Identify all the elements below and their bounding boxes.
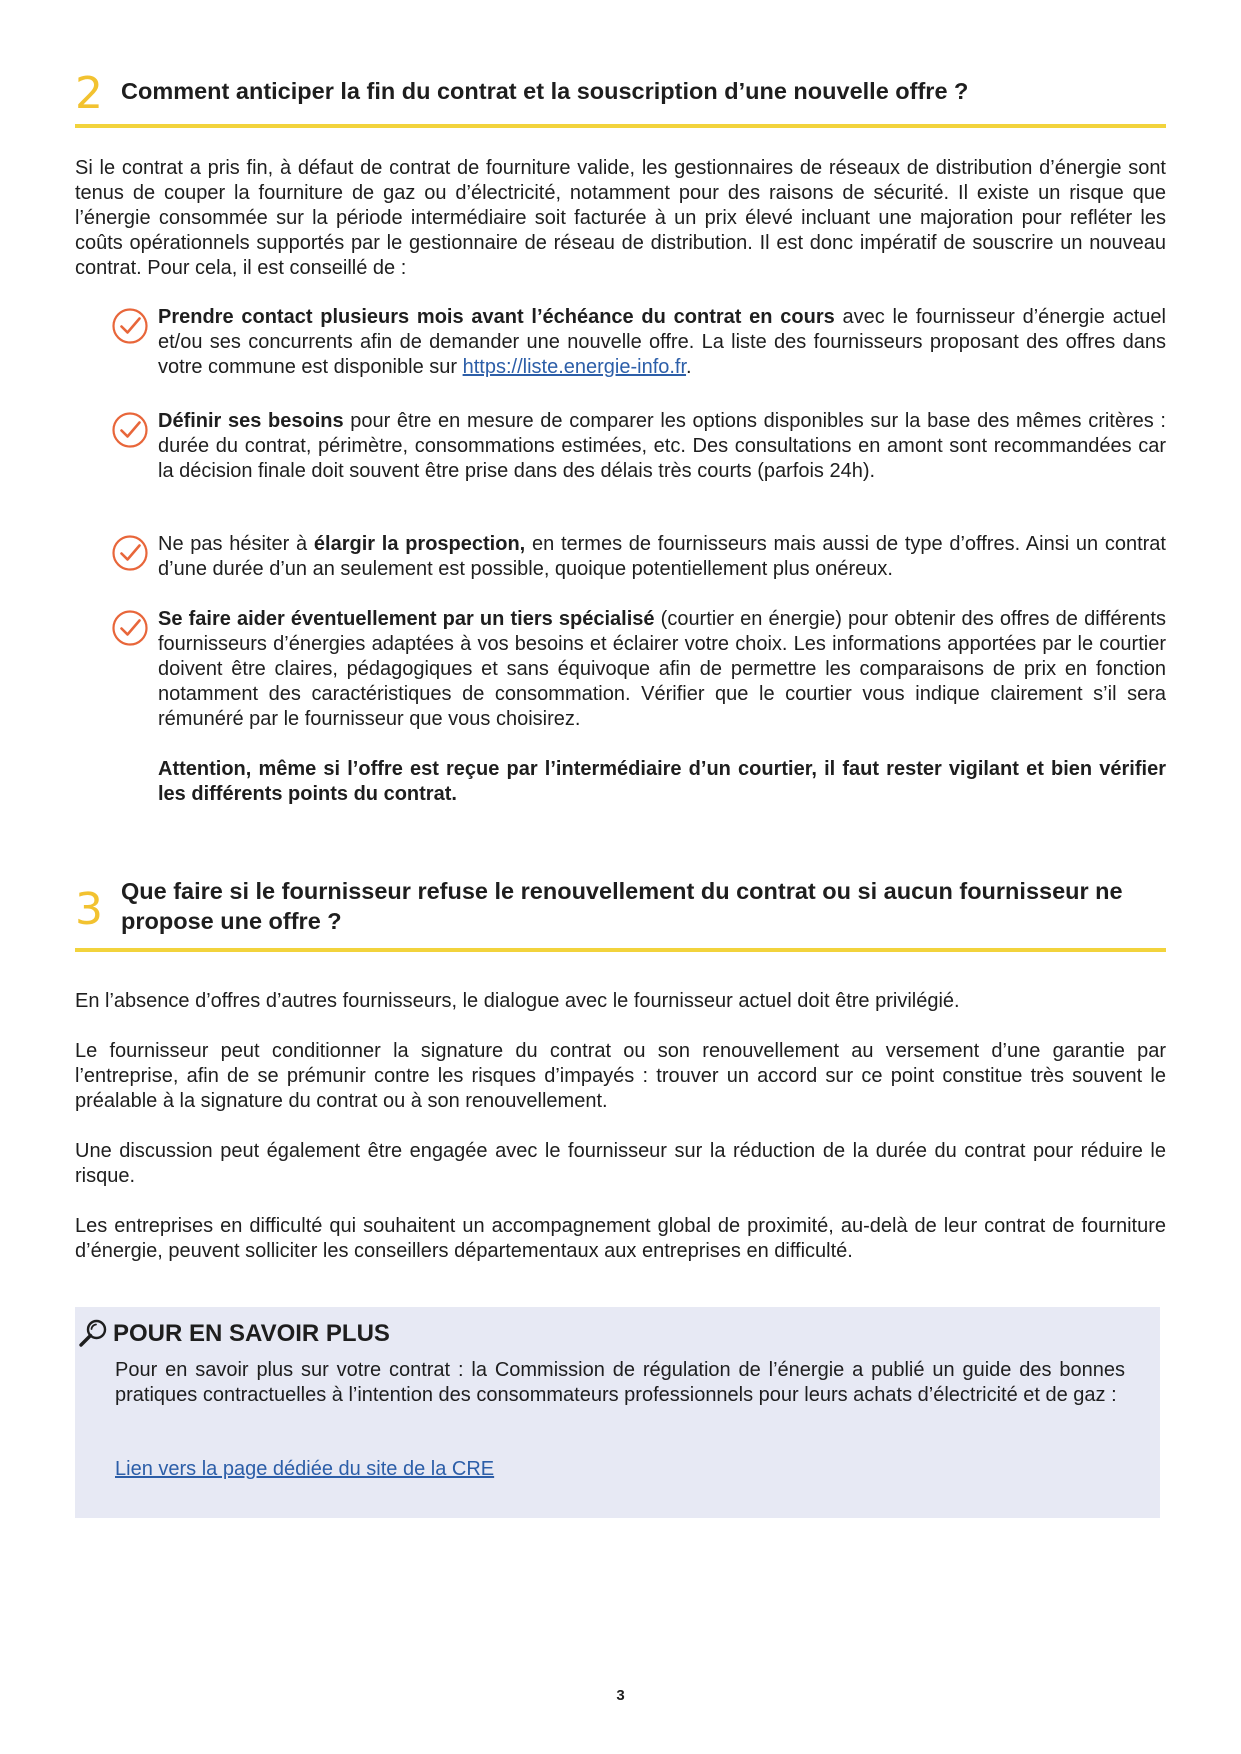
bullet-item	[111, 409, 1166, 484]
section-3-paragraph: En l’absence d’offres d’autres fournisseurs, le dialogue avec le fournisseur actuel doit être privilégié.	[75, 990, 960, 1012]
section-title: Comment anticiper la fin du contrat et la souscription d’une nouvelle offre ?	[121, 78, 969, 104]
section-3-header	[75, 876, 1166, 952]
section-3-paragraph: Le fournisseur peut conditionner la signature du contrat ou son renouvellement au versement d’une garantie par l’entreprise, afin de se prémunir contre les risques d’impayés : trouver un accord sur ce point constitue très souvent le préalable à la signature du contrat ou à son renouvellement.	[75, 1040, 1166, 1112]
check-circle-icon	[111, 307, 149, 345]
bullet-bold: Définir ses besoins	[158, 410, 344, 432]
section-3-paragraph: Les entreprises en difficulté qui souhaitent un accompagnement global de proximité, au-delà de leur contrat de fourniture d’énergie, peuvent solliciter les conseillers départementaux aux entreprises en difficulté.	[75, 1215, 1166, 1262]
bullet-text	[158, 409, 1166, 484]
bullet-item	[111, 607, 1166, 807]
check-circle-icon	[111, 411, 149, 449]
section-3-paragraph: Une discussion peut également être engagée avec le fournisseur sur la réduction de la durée du contrat pour réduire le risque.	[75, 1140, 1166, 1187]
attention-text: Attention, même si l’offre est reçue par l’intermédiaire d’un courtier, il faut rester vigilant et bien vérifier les différents points du contrat.	[158, 758, 1166, 805]
bullet-after: .	[686, 356, 692, 378]
bullet-body: pour être en mesure de comparer les options disponibles sur la base des mêmes critères : durée du contrat, périmètre, consommations estimées, etc. Des consultations en amont sont recommandées car la décision finale doit souvent être prise dans des délais très courts (parfois 24h).	[158, 410, 1166, 482]
bullet-body: en termes de fournisseurs mais aussi de type d’offres. Ainsi un contrat d’une durée d’un an seulement est possible, quoique potentiellement plus onéreux.	[158, 533, 1166, 580]
info-box-body: Pour en savoir plus sur votre contrat : la Commission de régulation de l’énergie a publié un guide des bonnes pratiques contractuelles à l’intention des consommateurs professionnels pour leurs achats d’électricité et de gaz :	[115, 1359, 1125, 1406]
section-2-header	[75, 68, 1166, 128]
more-info-box	[75, 1307, 1160, 1518]
bullet-text	[158, 607, 1166, 732]
bullet-item	[111, 532, 1166, 582]
bullet-body: (courtier en énergie) pour obtenir des offres de différents fournisseurs d’énergies adaptées à vos besoins et éclairer votre choix. Les informations apportées par le courtier doivent être claires, pédagogiques et sans équivoque afin de permettre les comparaisons de prix en fonction notamment des caractéristiques de consommation. Vérifier que le courtier vous indique clairement s’il sera rémunéré par le fournisseur que vous choisirez.	[158, 608, 1166, 730]
section-2-intro: Si le contrat a pris fin, à défaut de contrat de fourniture valide, les gestionnaires de réseaux de distribution d’énergie sont tenus de couper la fourniture de gaz ou d’électricité, notamment pour des raisons de sécurité. Il existe un risque que l’énergie consommée sur la période intermédiaire soit facturée à un prix élevé incluant une majoration pour refléter les coûts opérationnels supportés par le gestionnaire de réseau de distribution. Il est donc impératif de souscrire un nouveau contrat. Pour cela, il est conseillé de :	[75, 157, 1166, 279]
check-circle-icon	[111, 534, 149, 572]
info-box-title: POUR EN SAVOIR PLUS	[113, 1320, 390, 1347]
cre-page-link[interactable]: Lien vers la page dédiée du site de la CRE	[115, 1458, 495, 1480]
bullet-item	[111, 305, 1166, 380]
bullet-bold: Se faire aider éventuellement par un tiers spécialisé	[158, 608, 655, 630]
section-number: 2	[75, 68, 103, 119]
bullet-body: avec le fournisseur d’énergie actuel et/ou ses concurrents afin de demander une nouvelle offre. La liste des fournisseurs proposant des offres dans votre commune est disponible sur	[158, 306, 1167, 378]
energie-info-link[interactable]: https://liste.energie-info.fr	[462, 356, 687, 378]
section-title: Que faire si le fournisseur refuse le renouvellement du contrat ou si aucun fournisseur ne propose une offre ?	[121, 878, 1123, 934]
bullet-bold: élargir la prospection,	[313, 533, 526, 555]
bullet-text	[158, 305, 1166, 380]
bullet-pre: Ne pas hésiter à	[158, 533, 314, 555]
magnifier-icon	[77, 1317, 109, 1349]
attention-note	[158, 757, 1166, 807]
page-number: 3	[616, 1687, 625, 1704]
section-number: 3	[75, 884, 103, 935]
check-circle-icon	[111, 609, 149, 647]
bullet-bold: Prendre contact plusieurs mois avant l’échéance du contrat en cours	[158, 306, 835, 328]
bullet-text	[158, 532, 1166, 582]
